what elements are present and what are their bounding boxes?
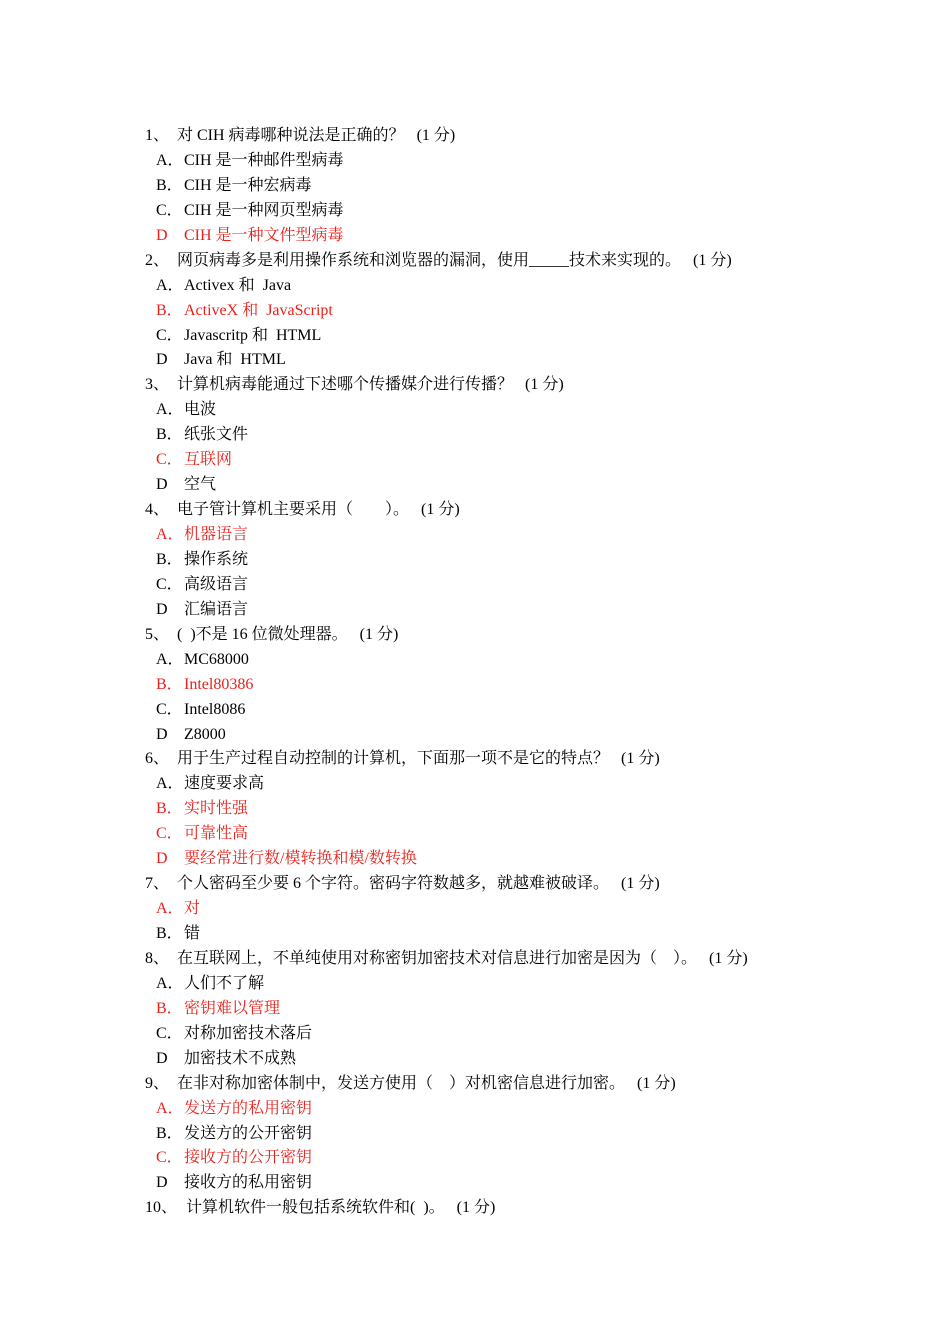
- option-letter: A．: [156, 276, 184, 294]
- option-line: [145, 423, 845, 448]
- question-text: 在非对称加密体制中，发送方使用（ ）对机密信息进行加密。: [177, 1074, 626, 1092]
- option-line-highlighted: [145, 1146, 845, 1171]
- question-line: [145, 1196, 845, 1221]
- option-letter: C．: [156, 451, 183, 469]
- option-letter: A．: [156, 526, 184, 543]
- option-text: 接收方的公开密钥: [184, 1149, 313, 1167]
- option-line: [145, 473, 845, 498]
- option-letter: D: [156, 1174, 168, 1192]
- option-line: [145, 174, 845, 199]
- question-line: [145, 872, 845, 897]
- option-letter: C．: [156, 1024, 183, 1042]
- question-score: (1 分): [693, 251, 732, 269]
- question-score: (1 分): [416, 127, 456, 144]
- option-text: 电波: [184, 401, 217, 419]
- option-line-highlighted: [145, 847, 845, 872]
- option-line: [145, 1022, 845, 1047]
- option-line: [145, 648, 845, 673]
- option-text: 操作系统: [184, 550, 249, 568]
- question-number: 3、: [145, 376, 170, 394]
- option-text: 发送方的公开密钥: [184, 1124, 313, 1142]
- question-text: ( )不是 16 位微处理器。: [177, 625, 348, 643]
- option-text: ActiveX 和 JavaScript: [184, 301, 333, 319]
- question-list: [145, 124, 845, 1221]
- option-line: [145, 573, 845, 598]
- option-line-highlighted: [145, 224, 845, 249]
- option-line: [145, 1047, 845, 1072]
- option-line: [145, 1122, 845, 1147]
- question-number: 6、: [145, 750, 170, 768]
- option-letter: C．: [156, 700, 183, 718]
- option-letter: D: [156, 226, 168, 244]
- option-line-highlighted: [145, 997, 845, 1022]
- option-letter: A．: [156, 900, 184, 918]
- option-text: 纸张文件: [184, 426, 249, 444]
- option-text: CIH 是一种文件型病毒: [184, 226, 344, 244]
- question-score: (1 分): [637, 1074, 676, 1092]
- option-text: 加密技术不成熟: [184, 1049, 297, 1067]
- option-line: [145, 772, 845, 797]
- option-line: [145, 548, 845, 573]
- option-text: 汇编语言: [184, 600, 249, 618]
- option-letter: C．: [156, 201, 183, 219]
- option-text: Java 和 HTML: [184, 351, 286, 369]
- question-score: (1 分): [359, 625, 399, 643]
- option-line: [145, 922, 845, 947]
- option-letter: B．: [156, 426, 183, 444]
- option-text: CIH 是一种邮件型病毒: [184, 151, 344, 169]
- option-letter: D: [156, 850, 168, 868]
- question-number: 2、: [145, 251, 170, 269]
- option-text: 对称加密技术落后: [184, 1024, 313, 1042]
- question-number: 1、: [145, 127, 170, 144]
- question-score: (1 分): [525, 376, 564, 394]
- option-text: 机器语言: [184, 526, 249, 543]
- option-line: [145, 324, 845, 349]
- option-letter: A．: [156, 974, 184, 992]
- option-line-highlighted: [145, 448, 845, 473]
- option-line: [145, 149, 845, 174]
- option-letter: B．: [156, 925, 183, 942]
- option-text: 高级语言: [184, 575, 249, 593]
- question-score: (1 分): [456, 1199, 496, 1217]
- option-line-highlighted: [145, 897, 845, 922]
- option-letter: D: [156, 725, 168, 743]
- option-letter: B．: [156, 999, 183, 1017]
- option-line: [145, 972, 845, 997]
- question-text: 电子管计算机主要采用（ ）。: [177, 501, 410, 519]
- question-text: 用于生产过程自动控制的计算机，下面那一项不是它的特点？: [177, 750, 610, 768]
- option-letter: B．: [156, 550, 183, 568]
- option-letter: B．: [156, 675, 183, 693]
- option-letter: C．: [156, 1149, 183, 1167]
- question-text: 在互联网上，不单纯使用对称密钥加密技术对信息进行加密是因为（ ）。: [177, 949, 698, 967]
- question-line: [145, 498, 845, 523]
- question-number: 4、: [145, 501, 170, 519]
- option-line-highlighted: [145, 822, 845, 847]
- option-text: 空气: [184, 476, 217, 494]
- option-text: 互联网: [184, 451, 233, 469]
- option-letter: A．: [156, 401, 184, 419]
- option-text: 对: [184, 900, 201, 918]
- option-letter: C．: [156, 326, 183, 344]
- question-score: (1 分): [421, 501, 460, 519]
- question-number: 8、: [145, 949, 170, 967]
- option-letter: B．: [156, 1124, 183, 1142]
- option-text: Javascritp 和 HTML: [184, 326, 322, 344]
- option-letter: D: [156, 600, 168, 618]
- option-text: 错: [184, 925, 201, 942]
- option-line: [145, 398, 845, 423]
- option-letter: C．: [156, 575, 183, 593]
- question-line: [145, 1072, 845, 1097]
- option-letter: B．: [156, 301, 183, 319]
- question-number: 10、: [145, 1199, 178, 1217]
- option-letter: B．: [156, 800, 183, 818]
- option-text: 接收方的私用密钥: [184, 1174, 313, 1192]
- question-number: 7、: [145, 875, 170, 893]
- question-score: (1 分): [621, 750, 660, 768]
- option-text: Intel80386: [184, 675, 254, 693]
- question-line: [145, 947, 845, 972]
- option-letter: D: [156, 351, 168, 369]
- option-text: 实时性强: [184, 800, 249, 818]
- option-text: 速度要求高: [184, 775, 265, 793]
- option-text: 密钥难以管理: [184, 999, 281, 1017]
- option-line-highlighted: [145, 1097, 845, 1122]
- option-line: [145, 199, 845, 224]
- option-line-highlighted: [145, 523, 845, 548]
- question-score: (1 分): [621, 875, 660, 893]
- option-letter: A．: [156, 151, 184, 169]
- question-text: 个人密码至少要 6 个字符。密码字符数越多，就越难被破译。: [177, 875, 610, 893]
- option-text: MC68000: [184, 650, 249, 668]
- option-letter: A．: [156, 650, 184, 668]
- option-line: [145, 1171, 845, 1196]
- option-text: Intel8086: [184, 700, 246, 718]
- question-text: 计算机软件一般包括系统软件和( )。: [186, 1199, 445, 1217]
- option-line: [145, 348, 845, 373]
- question-line: [145, 249, 845, 274]
- question-text: 计算机病毒能通过下述哪个传播媒介进行传播？: [177, 376, 514, 394]
- option-text: Activex 和 Java: [184, 276, 292, 294]
- option-text: 人们不了解: [184, 974, 265, 992]
- option-letter: B．: [156, 176, 183, 194]
- option-line: [145, 723, 845, 748]
- question-text: 网页病毒多是利用操作系统和浏览器的漏洞，使用_____技术来实现的。: [177, 251, 682, 269]
- option-line-highlighted: [145, 299, 845, 324]
- option-line: [145, 698, 845, 723]
- option-letter: C．: [156, 825, 183, 843]
- question-score: (1 分): [709, 949, 748, 967]
- question-number: 5、: [145, 625, 170, 643]
- question-line: [145, 623, 845, 648]
- option-letter: D: [156, 1049, 168, 1067]
- option-text: Z8000: [184, 725, 226, 743]
- option-line-highlighted: [145, 673, 845, 698]
- question-number: 9、: [145, 1074, 170, 1092]
- option-text: 要经常进行数/模转换和模/数转换: [184, 850, 417, 868]
- option-text: CIH 是一种宏病毒: [184, 176, 312, 194]
- option-line-highlighted: [145, 797, 845, 822]
- option-text: 可靠性高: [184, 825, 249, 843]
- option-text: CIH 是一种网页型病毒: [184, 201, 344, 219]
- option-letter: D: [156, 476, 168, 494]
- question-text: 对 CIH 病毒哪种说法是正确的？: [177, 127, 405, 144]
- question-line: [145, 124, 845, 149]
- option-letter: A．: [156, 1099, 184, 1117]
- question-line: [145, 373, 845, 398]
- question-line: [145, 747, 845, 772]
- option-line: [145, 274, 845, 299]
- option-letter: A．: [156, 775, 184, 793]
- option-text: 发送方的私用密钥: [184, 1099, 313, 1117]
- option-line: [145, 598, 845, 623]
